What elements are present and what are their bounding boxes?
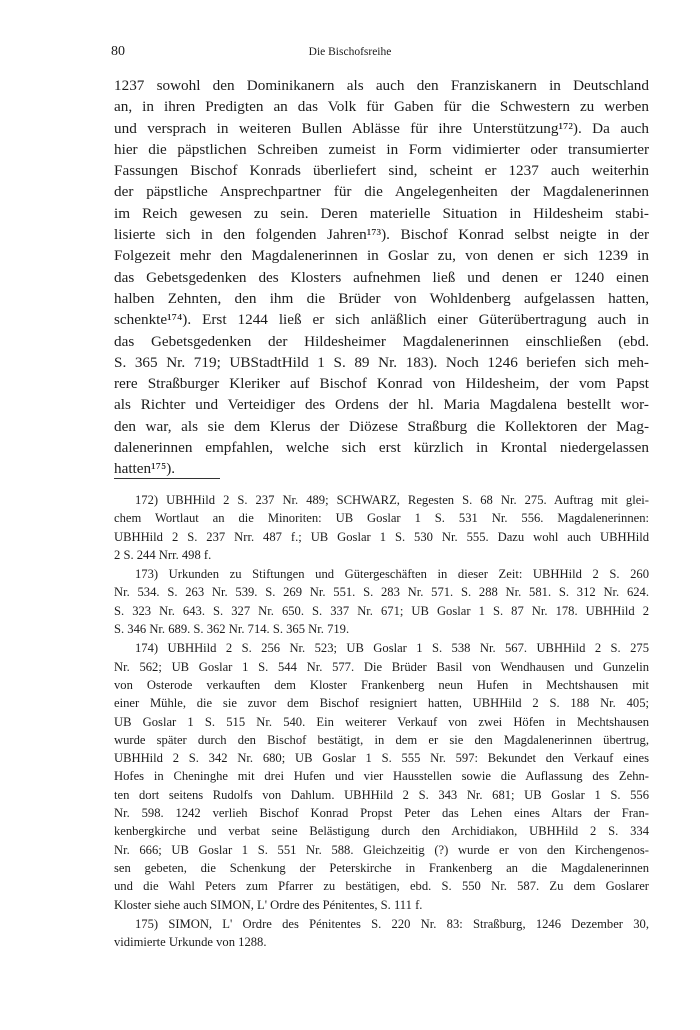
footnote-marker: 174) xyxy=(135,641,168,656)
footnote-line: chem Wortlaut an die Minoriten: UB Goslar 1 S. 531 Nr. 556. Magdalenerinnen: xyxy=(114,511,649,526)
footnotes xyxy=(114,491,649,952)
footnote-line: vidimierte Urkunde von 1288. xyxy=(114,935,267,950)
page-number: 80 xyxy=(111,44,125,59)
body-line: Folgezeit mehr den Magdalenerinnen in Goslar zu, von denen er sich 1239 in xyxy=(114,247,649,265)
footnote-rule xyxy=(114,478,220,479)
footnote-line: 175) SIMON, L' Ordre des Pénitentes S. 220 Nr. 83: Straßburg, 1246 Dezember 30, xyxy=(135,916,649,931)
body-line: den war, als sie dem Klerus der Diözese Straßburg die Kollektoren der Mag- xyxy=(114,417,649,435)
footnote xyxy=(114,565,649,638)
footnote-line: 174) UBHHild 2 S. 256 Nr. 523; UB Goslar 1 S. 538 Nr. 567. UBHHild 2 S. 275 xyxy=(135,641,649,656)
footnote-line: wurde später durch den Bischof bestätigt, in dem er sie den Magdalenerinnen übertrug, xyxy=(114,732,649,747)
footnote-line: UB Goslar 1 S. 515 Nr. 540. Ein weiterer Verkauf von zwei Höfen in Mechtshausen xyxy=(114,714,649,729)
body-line: halben Zehnten, den ihm die Brüder von Wohldenberg aufgelassen hatten, xyxy=(114,289,649,307)
footnote-line: S. 323 Nr. 643. S. 327 Nr. 650. S. 337 Nr. 671; UB Goslar 1 S. 87 Nr. 178. UBHHild 2 xyxy=(114,603,649,618)
footnote-line: UBHHild 2 S. 342 Nr. 680; UB Goslar 1 S. 555 Nr. 597: Bekundet den Verkauf eines xyxy=(114,751,649,766)
footnote-line: UBHHild 2 S. 237 Nrr. 487 f.; UB Goslar 1 S. 530 Nr. 555. Dazu wohl auch UBHHild xyxy=(114,529,649,544)
footnote-line: einer Mühle, die sie zuvor dem Bischof resigniert hatten, UBHHild 2 S. 188 Nr. 405; xyxy=(114,696,649,711)
body-line: dalenerinnen empfahlen, welche sich erst kürzlich in Krontal niedergelassen xyxy=(114,439,649,457)
body-line: rere Straßburger Kleriker auf Bischof Konrad von Hildesheim, der vom Papst xyxy=(114,375,649,393)
body-line: und versprach in weiteren Bullen Ablässe für ihre Unterstützung¹⁷²). Da auch xyxy=(114,119,649,137)
body-line: an, in ihren Predigten an das Volk für Gaben für die Schwestern zu werben xyxy=(114,98,649,116)
body-line: der päpstliche Ansprechpartner für die Angelegenheiten der Magdalenerinnen xyxy=(114,183,649,201)
footnote-line: 2 S. 244 Nrr. 498 f. xyxy=(114,547,212,562)
footnote-line: 172) UBHHild 2 S. 237 Nr. 489; SCHWARZ, Regesten S. 68 Nr. 275. Auftrag mit glei- xyxy=(135,493,649,507)
footnote-line: Hofes in Cheninghe mit drei Hufen und vier Hausstellen sowie die Auflassung des Zehn- xyxy=(114,769,649,784)
footnote-line: Nr. 666; UB Goslar 1 S. 551 Nr. 588. Gleichzeitig (?) wurde er von den Kirchengenos- xyxy=(114,842,649,857)
footnote xyxy=(114,915,649,952)
footnote-line: kenbergkirche und verbat seine Belästigung durch den Archidiakon, UBHHild 2 S. 334 xyxy=(114,824,649,839)
body-line: S. 365 Nr. 719; UBStadtHild 1 S. 89 Nr. 183). Noch 1246 beriefen sich meh- xyxy=(114,353,649,371)
footnote-line: ten dort seitens Rudolfs von Dahlum. UBHHild 2 S. 343 Nr. 681; UB Goslar 1 S. 556 xyxy=(114,787,649,802)
footnote-line: und die Wahl Peters zum Pfarrer zu bestätigen, ebd. S. 550 Nr. 587. Zu dem Goslarer xyxy=(114,879,649,894)
footnote-line: sen gebeten, die Schenkung der Peterskirche in Frankenberg an die Magdalenerinnen xyxy=(114,860,649,875)
footnote-line: S. 346 Nr. 689. S. 362 Nr. 714. S. 365 Nr. 719. xyxy=(114,622,350,637)
body-line: als Richter und Verteidiger des Ordens der hl. Maria Magdalena bestellt wor- xyxy=(114,396,649,414)
footnote-marker: 173) xyxy=(135,567,169,582)
footnote-marker: 172) xyxy=(135,493,167,507)
body-line: das Gebetsgedenken des Klosters aufnehmen ließ und denen er 1240 einen xyxy=(114,268,649,286)
body-line: hatten¹⁷⁵). xyxy=(114,460,176,478)
footnote-line: Nr. 598. 1242 verlieh Bischof Konrad Propst Peter das Lehen eines Altars der Fran- xyxy=(114,806,649,821)
footnote-line: von Osterode verkauften dem Kloster Frankenberg neun Hufen in Mechtshausen mit xyxy=(114,677,649,692)
footnote-marker: 175) xyxy=(135,916,169,931)
footnote xyxy=(114,491,649,564)
footnote-line: 173) Urkunden zu Stiftungen und Gütergeschäften in dieser Zeit: UBHHild 2 S. 260 xyxy=(135,567,649,582)
footnote-line: Nr. 534. S. 263 Nr. 539. S. 269 Nr. 551. S. 283 Nr. 571. S. 288 Nr. 581. S. 312 Nr. 624. xyxy=(114,585,649,600)
footnote xyxy=(114,639,649,913)
running-head: Die Bischofsreihe xyxy=(308,46,392,58)
body-line: hier die päpstlichen Schreiben zumeist in Form vidimierter oder transumierter xyxy=(114,140,649,158)
footnote-line: Nr. 562; UB Goslar 1 S. 544 Nr. 577. Die Brüder Basil von Wendhausen und Gunzelin xyxy=(114,659,649,674)
body-line: 1237 sowohl den Dominikanern als auch den Franziskanern in Deutschland xyxy=(114,77,649,94)
body-text xyxy=(114,75,649,480)
body-line: das Gebetsgedenken der Hildesheimer Magdalenerinnen einschließen (ebd. xyxy=(114,332,649,350)
body-line: Fassungen Bischof Konrads überliefert sind, scheint er 1237 auch weiterhin xyxy=(114,162,649,180)
body-line: im Reich gewesen zu sein. Deren materielle Situation in Hildesheim stabi- xyxy=(114,204,649,222)
body-line: lisierte sich in den folgenden Jahren¹⁷³). Bischof Konrad selbst neigte in der xyxy=(114,226,649,244)
body-line: schenkte¹⁷⁴). Erst 1244 ließ er sich anläßlich einer Güterübertragung auch in xyxy=(114,311,649,329)
footnote-line: Kloster siehe auch SIMON, L' Ordre des Pénitentes, S. 111 f. xyxy=(114,897,423,912)
